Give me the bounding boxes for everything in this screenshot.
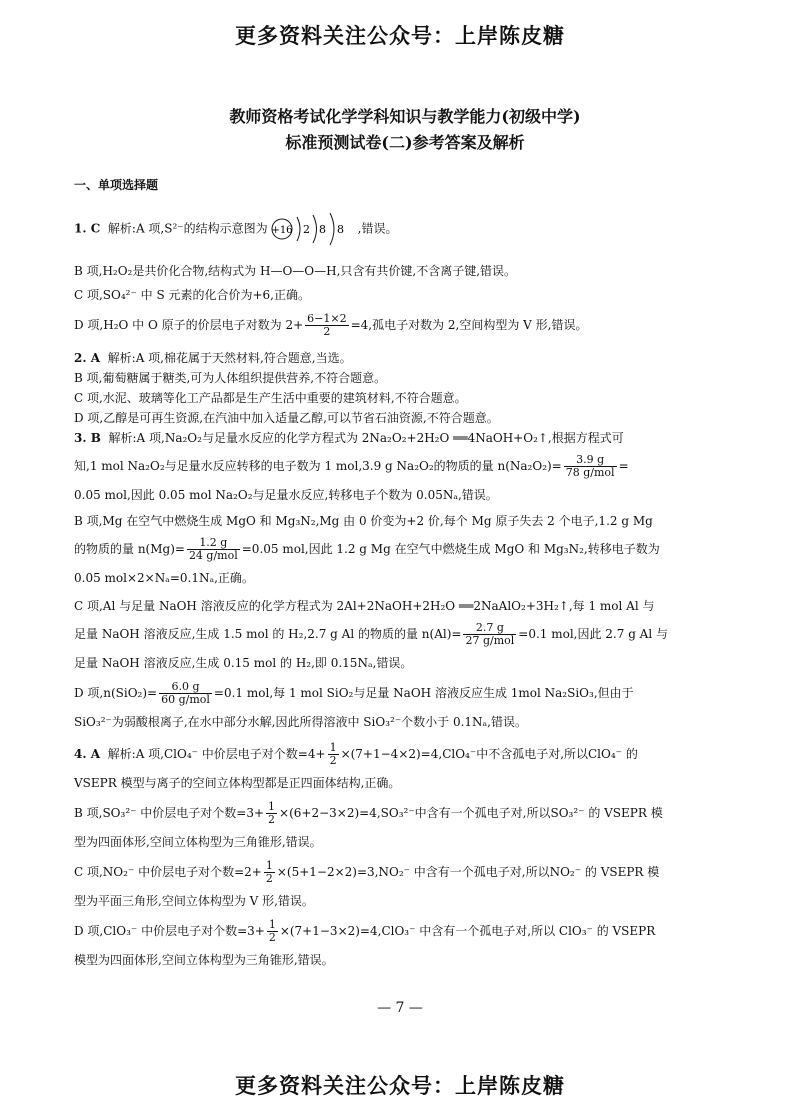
watermark-bottom: 更多资料关注公众号：上岸陈皮糖 [235, 1074, 565, 1098]
doc-title-line2: 标准预测试卷(二)参考答案及解析 [285, 133, 525, 152]
fraction-numerator: 1.2 g [187, 537, 240, 550]
q4-option-d-line2: 模型为四面体形,空间立体构型为三角锥形,错误。 [74, 953, 334, 967]
q2-head: 2. A [74, 351, 101, 365]
page-number: — 7 — [377, 1000, 423, 1016]
fraction-denominator: 2 [323, 325, 331, 338]
q4-a-half-fraction [328, 742, 339, 767]
q3-c-fraction [463, 622, 516, 647]
section-heading: 一、单项选择题 [74, 178, 159, 192]
shell-arc-2 [313, 215, 317, 243]
fraction-numerator: 1 [329, 741, 337, 754]
fraction-numerator: 2.7 g [463, 622, 516, 635]
q4-d1-pre: D 项,ClO₃⁻ 中价层电子对个数=3+ [74, 924, 265, 938]
q4-c1-pre: C 项,NO₂⁻ 中价层电子对个数=2+ [74, 865, 262, 879]
shell-arc-3 [330, 213, 334, 245]
q4-option-a-line2: VSEPR 模型与离子的空间立体构型都是正四面体结构,正确。 [74, 776, 401, 790]
q4-option-b-line2: 型为四面体形,空间立体构型为三角锥形,错误。 [74, 835, 322, 849]
q3-option-d-line2: SiO₃²⁻为弱酸根离子,在水中部分水解,因此所得溶液中 SiO₃²⁻个数小于 0.1Nₐ,错误。 [74, 715, 527, 729]
watermark-top: 更多资料关注公众号：上岸陈皮糖 [235, 24, 565, 48]
sulfide-structure-diagram [270, 211, 356, 247]
q3-a1: 解析:A 项,Na₂O₂与足量水反应的化学方程式为 2Na₂O₂+2H₂O ══4NaOH+O₂↑,根据方程式可 [108, 431, 624, 445]
q3-b-fraction [187, 537, 240, 562]
doc-title-line1: 教师资格考试化学学科知识与教学能力(初级中学) [229, 107, 581, 126]
q1-d-fraction [305, 313, 348, 338]
q3-head: 3. B [74, 431, 101, 445]
q1-head: 1. C [74, 221, 101, 236]
shell-electrons-1: 2 [302, 223, 310, 236]
fraction-denominator: 78 g/mol [565, 466, 615, 479]
fraction-denominator: 24 g/mol [188, 549, 238, 562]
q3-option-b-line2 [74, 537, 736, 562]
q3-option-b-line3: 0.05 mol×2×Nₐ=0.1Nₐ,正确。 [74, 571, 254, 585]
fraction-numerator: 6.0 g [159, 681, 212, 694]
q4-option-a-line1 [74, 742, 736, 767]
q4-a1-post: ×(7+1−4×2)=4,ClO₄⁻中不含孤电子对,所以ClO₄⁻ 的 [340, 747, 638, 761]
q2-a: 解析:A 项,棉花属于天然材料,符合题意,当选。 [107, 351, 352, 365]
nucleus-charge: +16 [271, 225, 293, 236]
q1-a-pre: 解析:A 项,S²⁻的结构示意图为 [107, 221, 268, 236]
answer-sheet [74, 104, 736, 970]
q3-c2-post: =0.1 mol,因此 2.7 g Al 与 [518, 627, 669, 641]
q4-d-half-fraction [267, 919, 278, 944]
shell-electrons-3: 8 [336, 223, 344, 236]
fraction-denominator: 2 [268, 931, 276, 944]
fraction-numerator: 3.9 g [564, 454, 617, 467]
fraction-numerator: 6−1×2 [307, 312, 347, 325]
q3-option-c-line1: C 项,Al 与足量 NaOH 溶液反应的化学方程式为 2Al+2NaOH+2H₂O ══2NaAlO₂+3H₂↑,每 1 mol Al 与 [74, 599, 655, 613]
q1-a-post: ,错误。 [357, 221, 398, 236]
q2-option-b: B 项,葡萄糖属于糖类,可为人体组织提供营养,不符合题意。 [74, 371, 387, 385]
q1-option-b: B 项,H₂O₂是共价化合物,结构式为 H—O—O—H,只含有共价键,不含离子键,错误。 [74, 264, 517, 278]
q4-b1-pre: B 项,SO₃²⁻ 中价层电子对个数=3+ [74, 806, 265, 820]
q1-d-post: =4,孤电子对数为 2,空间构型为 V 形,错误。 [350, 318, 588, 332]
fraction-denominator: 60 g/mol [161, 693, 210, 706]
q4-b-half-fraction [266, 801, 277, 826]
shell-arc-1 [297, 217, 300, 241]
q4-c-half-fraction [264, 860, 275, 885]
q3-a2-pre: 知,1 mol Na₂O₂与足量水反应转移的电子数为 1 mol,3.9 g Na₂O₂的物质的量 n(Na₂O₂)= [74, 459, 562, 473]
q3-option-c-line2 [74, 622, 736, 647]
q4-option-c-line2: 型为平面三角形,空间立体构型为 V 形,错误。 [74, 894, 314, 908]
q3-a-fraction [564, 454, 617, 479]
fraction-denominator: 27 g/mol [465, 634, 515, 647]
q4-c1-post: ×(5+1−2×2)=3,NO₂⁻ 中含有一个孤电子对,所以NO₂⁻ 的 VSEPR 模 [276, 865, 660, 879]
fraction-denominator: 2 [268, 813, 276, 826]
q4-head: 4. A [74, 747, 101, 761]
fraction-denominator: 2 [329, 754, 337, 767]
q3-b2-post: =0.05 mol,因此 1.2 g Mg 在空气中燃烧生成 MgO 和 Mg₃N₂,转移电子数为 [241, 542, 660, 556]
q3-option-b-line1: B 项,Mg 在空气中燃烧生成 MgO 和 Mg₃N₂,Mg 由 0 价变为+2 价,每个 Mg 原子失去 2 个电子,1.2 g Mg [74, 514, 653, 528]
q3-d-fraction [159, 681, 212, 706]
fraction-numerator: 1 [268, 800, 276, 813]
q1-d-pre: D 项,H₂O 中 O 原子的价层电子对数为 2+ [74, 318, 304, 332]
q3-b2-pre: 的物质的量 n(Mg)= [74, 542, 185, 556]
atom-structure-svg [270, 211, 356, 247]
shell-electrons-2: 8 [318, 223, 326, 236]
q2-option-a [74, 348, 736, 368]
q3-a2-post: = [618, 459, 629, 473]
q3-option-c-line3: 足量 NaOH 溶液反应,生成 0.15 mol 的 H₂,即 0.15Nₐ,错误。 [74, 656, 413, 670]
q2-option-c: C 项,水泥、玻璃等化工产品都是生产生活中重要的建筑材料,不符合题意。 [74, 391, 467, 405]
q1-option-d [74, 313, 736, 338]
fraction-numerator: 1 [268, 918, 276, 931]
q1-option-c: C 项,SO₄²⁻ 中 S 元素的化合价为+6,正确。 [74, 288, 310, 302]
q4-option-b-line1 [74, 801, 736, 826]
q4-d1-post: ×(7+1−3×2)=4,ClO₃⁻ 中含有一个孤电子对,所以 ClO₃⁻ 的 VSEPR [279, 924, 656, 938]
q4-b1-post: ×(6+2−3×2)=4,SO₃²⁻中含有一个孤电子对,所以SO₃²⁻ 的 VSEPR 模 [279, 806, 663, 820]
fraction-numerator: 1 [265, 859, 273, 872]
fraction-denominator: 2 [265, 872, 273, 885]
q3-c2-pre: 足量 NaOH 溶液反应,生成 1.5 mol 的 H₂,2.7 g Al 的物质的量 n(Al)= [74, 627, 462, 641]
q3-d1-post: =0.1 mol,每 1 mol SiO₂与足量 NaOH 溶液反应生成 1mol Na₂SiO₃,但由于 [213, 686, 634, 700]
q3-option-d-line1 [74, 681, 736, 706]
q4-a1-pre: 解析:A 项,ClO₄⁻ 中价层电子对个数=4+ [107, 747, 326, 761]
q1-option-a [74, 211, 736, 247]
q3-option-a-line2 [74, 454, 736, 479]
q3-option-a-line1 [74, 428, 736, 448]
q3-option-a-line3: 0.05 mol,因此 0.05 mol Na₂O₂与足量水反应,转移电子个数为 0.05Nₐ,错误。 [74, 488, 498, 502]
q3-d1-pre: D 项,n(SiO₂)= [74, 686, 158, 700]
q4-option-c-line1 [74, 860, 736, 885]
q2-option-d: D 项,乙醇是可再生资源,在汽油中加入适量乙醇,可以节省石油资源,不符合题意。 [74, 411, 499, 425]
q4-option-d-line1 [74, 919, 736, 944]
